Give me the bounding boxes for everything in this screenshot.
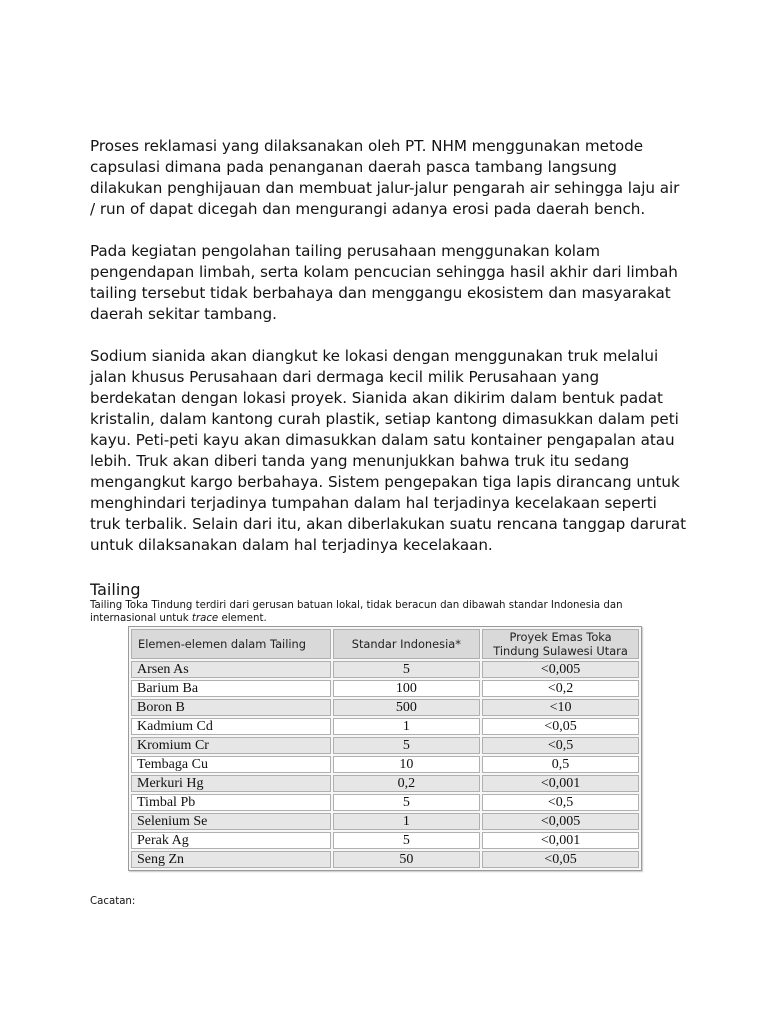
paragraph-sodium-sianida: Sodium sianida akan diangkut ke lokasi dengan menggunakan truk melalui jalan khusus Perusahaan dari dermaga kecil milik Perusahaan yang berdekatan dengan lokasi proyek. Sianida akan dikirim dalam bentuk padat kristalin, dalam kantong curah plastik, setiap kantong dimasukkan dalam peti kayu. Peti-peti kayu akan dimasukkan dalam satu kontainer pengapalan atau lebih. Truk akan diberi tanda yang menunjukkan bahwa truk itu sedang mengangkut kargo berbahaya. Sistem pengepakan tiga lapis dirancang untuk menghindari terjadinya tumpahan dalam hal terjadinya kecelakaan seperti truk terbalik. Selain dari itu, akan diberlakukan suatu rencana tanggap darurat untuk dilaksanakan dalam hal terjadinya kecelakaan. [90, 347, 687, 554]
cell-standard: 1 [333, 813, 481, 830]
cell-project: <0,001 [482, 775, 639, 792]
cell-project: <0,001 [482, 832, 639, 849]
cell-standard: 100 [333, 680, 481, 697]
table-row [131, 851, 639, 868]
cell-element: Merkuri Hg [131, 775, 331, 792]
cell-project: <0,05 [482, 718, 639, 735]
table-row [131, 756, 639, 773]
cell-standard: 5 [333, 737, 481, 754]
cell-project: <0,005 [482, 661, 639, 678]
caption-main: Tailing Toka Tindung terdiri dari gerusan batuan lokal, tidak beracun dan dibawah standar Indonesia dan internasional untuk [90, 600, 623, 624]
paragraph-pengolahan-tailing: Pada kegiatan pengolahan tailing perusahaan menggunakan kolam pengendapan limbah, serta kolam pencucian sehingga hasil akhir dari limbah tailing tersebut tidak berbahaya dan menggangu ekosistem dan masyarakat daerah sekitar tambang. [90, 242, 678, 323]
cell-element: Kadmium Cd [131, 718, 331, 735]
cell-element: Selenium Se [131, 813, 331, 830]
cell-project: 0,5 [482, 756, 639, 773]
tailing-standards-table [128, 626, 642, 871]
table-row [131, 718, 639, 735]
cell-standard: 1 [333, 718, 481, 735]
cell-element: Seng Zn [131, 851, 331, 868]
table-row [131, 661, 639, 678]
header-standard-indonesia: Standar Indonesia* [333, 629, 481, 659]
table-row [131, 813, 639, 830]
document-body [90, 136, 690, 626]
table-row [131, 699, 639, 716]
cell-standard: 5 [333, 794, 481, 811]
cell-standard: 500 [333, 699, 481, 716]
tailing-table [129, 627, 641, 870]
paragraph-reklamasi: Proses reklamasi yang dilaksanakan oleh PT. NHM menggunakan metode capsulasi dimana pada penanganan daerah pasca tambang langsung dilakukan penghijauan dan membuat jalur-jalur pengarah air sehingga laju air / run of dapat dicegah dan mengurangi adanya erosi pada daerah bench. [90, 137, 680, 218]
table-body [131, 661, 639, 868]
cell-project: <0,05 [482, 851, 639, 868]
cell-element: Timbal Pb [131, 794, 331, 811]
caption-end: element. [218, 613, 267, 624]
cell-element: Tembaga Cu [131, 756, 331, 773]
cell-project: <0,2 [482, 680, 639, 697]
cell-project: <10 [482, 699, 639, 716]
cell-element: Boron B [131, 699, 331, 716]
cell-standard: 10 [333, 756, 481, 773]
cell-project: <0,5 [482, 737, 639, 754]
cell-project: <0,005 [482, 813, 639, 830]
header-element: Elemen-elemen dalam Tailing [131, 629, 331, 659]
cell-project: <0,5 [482, 794, 639, 811]
cell-element: Perak Ag [131, 832, 331, 849]
table-caption [90, 599, 690, 625]
header-project-toka-tindung: Proyek Emas Toka Tindung Sulawesi Utara [482, 629, 639, 659]
table-row [131, 680, 639, 697]
cell-element: Arsen As [131, 661, 331, 678]
table-row [131, 832, 639, 849]
cell-element: Barium Ba [131, 680, 331, 697]
cell-standard: 0,2 [333, 775, 481, 792]
table-row [131, 775, 639, 792]
cell-element: Kromium Cr [131, 737, 331, 754]
caption-italic: trace [191, 613, 219, 624]
table-row [131, 737, 639, 754]
note-label: Cacatan: [90, 896, 136, 907]
table-row [131, 794, 639, 811]
table-header-row [131, 629, 639, 659]
cell-standard: 5 [333, 832, 481, 849]
cell-standard: 5 [333, 661, 481, 678]
section-heading-tailing: Tailing [90, 580, 141, 599]
cell-standard: 50 [333, 851, 481, 868]
